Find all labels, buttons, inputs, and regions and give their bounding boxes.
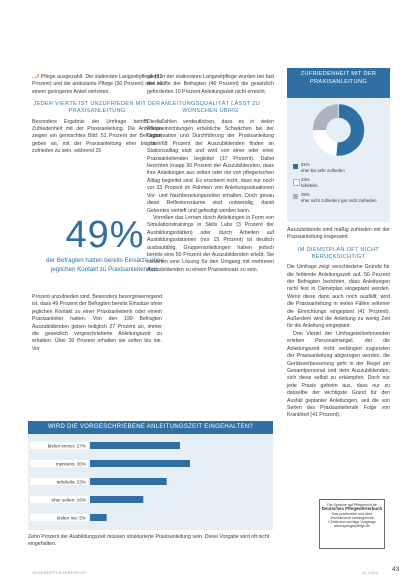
pie-chart-title: ZUFRIEDENHEIT MIT DER PRAXISANLEITUNG: [287, 68, 390, 98]
bar: [90, 514, 107, 521]
paragraph: Die Zahlen verdeutlichen, dass es in vielen Pflegeeinrichtungen erhebliche Schwächen bei der Organisation und Durchführung der Praxisanleitung gibt. 68 Prozent der Auszubildenden finden im Stationsalltag statt und wird von einer oder einer Praxisanleitenden begleitet (37 Prozent). Dabei berichten knapp 30 Prozent der Auszubildenden, dass ihre Anleitungen aus selten oder nie von pflegerischen Alltag begleitet sind. Es erscheint nicht, dass nur noch vor 33 Prozent im Rahmen von Anleitungssituationen Vor- und Nachbereitungszeiten erhalten. Doch genau diese Reflexionsräume sind notwendig, damit Gelerntes vertieft und gefestigt werden kann.: [147, 118, 274, 214]
legend-value: 51%: [301, 162, 310, 167]
column-1-lower: [32, 294, 162, 353]
ad-line: Die Sprache auf Pflegebuch.de: [327, 503, 377, 507]
ad-line: www.springerpflege.de: [333, 524, 371, 529]
bar: [90, 460, 190, 467]
ad-line: Das praxisnahe und über: [331, 511, 373, 516]
bar-category-label: meistens: 30%: [55, 461, 86, 467]
paragraph: Die Umfrage zeigt verschiedene Gründe für die fehlende Anleitungszeit auf. 50 Prozent der Befragten berichten, dass Anleitungen nicht fest in Dienstplan eingeplant werden. Wenn diese dann auch noch ausfällt, wird die Praxisanleitung in vielen Fällen seltener die Einrichtungs eingeplant (41 Prozent). Außerdem wird die Anleitung zu wenig Zeit für die Anleitung eingeplant.: [287, 264, 390, 330]
legend-label: eher nicht zufrieden/ gar nicht zufrieden: [301, 197, 377, 203]
column-2: [147, 74, 274, 274]
bar-category-label: teils/teils: 23%: [56, 479, 86, 485]
legend-swatch: [293, 179, 300, 186]
subheading: JEDER VIERTE IST UNZUFRIEDEN MIT DER PRAXISANLEITUNG: [33, 101, 161, 115]
column-1: [32, 74, 162, 156]
bar-chart-title: WIRD DIE VORGESCHRIEBENE ANLEITUNGSZEIT EINGEHALTEN?: [28, 421, 273, 434]
ad-line: Deutsches Pflegewörterbuch: [321, 506, 383, 512]
pie-chart-panel: [287, 98, 390, 222]
pie-legend: [287, 98, 390, 222]
legend-label: eher bis sehr zufrieden: [301, 167, 345, 173]
paragraph: Besonders Ergebnis der Umfrage betrifft die Zufriedenheit mit der Praxisanleitung. Die Antworten zeigen ein gemischtes Bild: 51 Prozent der Befragten geben an, mit der Praxisanleitung eher bis sehr zufrieden zu sein, während 25: [32, 118, 162, 155]
legend-entry: [301, 192, 385, 203]
bar-chart: [28, 434, 273, 530]
paragraph: Auszubildende sind mäßig zufrieden mit der Praxisanleitung insgesamt.: [287, 227, 390, 241]
paragraph: Vorrollen das Lernen durch Anleitungen in Form von Simulationstrainings in Skills Labs (3 Prozent der Ausbildungsstätten) oder durch Arbeiten auf Ausbildungsstationen (nur 15 Prozent) ist deutlich ausbaufähig. Gruppenanleitungen haben jedoch bereits eine 50 Prozent der Auszubildenden erlebt. Sie scheinen eine Lösung für den Umgang mit mehreren Auszubildenden zu einem Praxiseinsatz zu sein.: [147, 214, 274, 273]
legend-label: teils/teils: [301, 182, 318, 188]
bar-chart-panel: [28, 434, 273, 530]
footer-left: JUGENDPFLEGEBERICHT: [32, 570, 88, 575]
ad-line: Zehntausend umfangreiche: [330, 515, 374, 520]
paragraph: Prozent unzufrieden sind. Besonders besorgniserregend ist, dass 49 Prozent der Befragten bereits Einsätze ohne jeglichen Kontakt zu einer Praxisanleiterin oder einem Praxisanleiter hatten. Von den 199 Befragten Auszubildenden geben lediglich 27 Prozent an, immer die gesetzlich vorgeschriebene Anleitungszeit zu erhalten. Über 30 Prozent erhalten sie selten bis nie. Vor: [32, 294, 162, 352]
bar: [90, 478, 167, 485]
column-3: [287, 227, 390, 420]
paragraph: Drei Viertel der Umfrageteilnehmenden erleben Personalmangel, der die Anleitungszeit nicht verlängert zugunsten der Praxisanleitung abgezogen werden, die Gerätsverbesserung geht in der Regel am Gesamtpersonal und dem Auszubildenden, sich diese selbst zu erkämpfen. Doch nur jede Praxis geheim aus, dass nur zu dasselbe der wichtigste Grund für den Ausfall geplanter Anleitungen, seit die von Seiten des Praxisanleitende Folge von Krankheit (41 Prozent).: [287, 330, 390, 419]
legend-entry: [301, 162, 385, 173]
stat-number: 49%: [65, 214, 145, 256]
bar-category-label: bisher nie: 5%: [56, 515, 86, 521]
bar: [90, 442, 180, 449]
paragraph: [32, 74, 162, 96]
advertisement: [319, 499, 385, 549]
bar: [90, 496, 143, 503]
legend-value: 23%: [301, 177, 310, 182]
legend-swatch: [293, 164, 298, 169]
subheading: ANLEITUNGSQUALITÄT LÄSST ZU WÜNSCHEN ÜBRIG: [160, 101, 261, 115]
bar-chart-caption: Zehn Prozent der Ausbildungszeit müssen strukturierte Praxisanleitung sein. Diese Vorgabe wird oft nicht eingehalten.: [28, 534, 270, 548]
legend-value: 25%: [301, 192, 310, 197]
ad-line: Cheifs und wichtige Vorgänge: [328, 520, 376, 525]
paragraph: allem in der stationären Langzeitpflege wurden bei fast der Hälfte der Befragten (46 Prozent) die gesetzlich geforderten 10 Prozent Anleitungszeit nicht erreicht.: [147, 74, 274, 95]
stat-text: der Befragten hatten bereits Einsätze ohne jeglichen Kontakt zu Praxisanleitenden.: [46, 257, 164, 273]
page-number: 43: [392, 566, 400, 573]
legend-swatch: [293, 194, 298, 199]
footer-right: 11.2024: [362, 570, 379, 575]
paragraph-text: Pflege ausgezahlt. Die stationäre Langzeitpflege (31 Prozent) und die ambulante Pflege (30 Prozent) sind zu einem geringeren Anteil vertreten.: [32, 74, 162, 95]
bar-category-label: eher selten: 16%: [51, 497, 86, 503]
continuation-marker: ...//: [32, 74, 40, 80]
legend-entry: [301, 177, 385, 188]
bar-category-label: bisher immer: 27%: [47, 443, 86, 449]
subheading: IM DIENSTPLAN OFT NICHT BERÜCKSICHTIGT: [297, 246, 380, 261]
